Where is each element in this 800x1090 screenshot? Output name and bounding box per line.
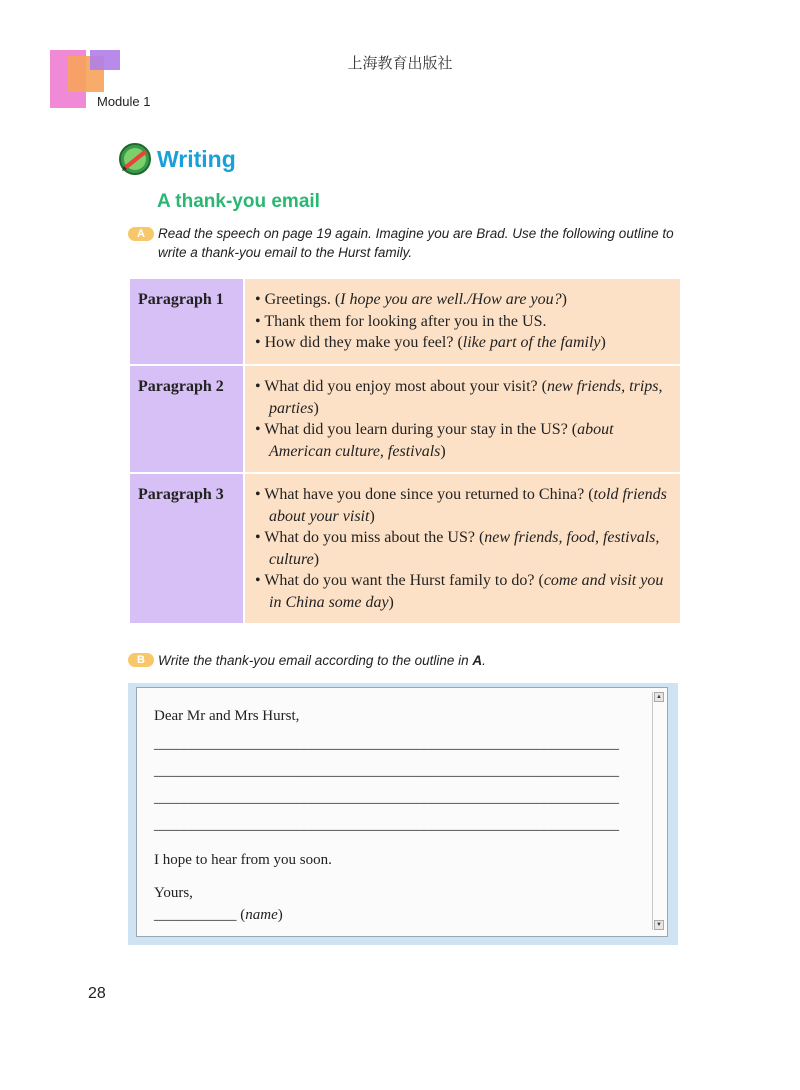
- paragraph-label: Paragraph 2: [130, 365, 244, 473]
- email-greeting: Dear Mr and Mrs Hurst,: [154, 708, 300, 724]
- section-title: Writing: [157, 146, 236, 172]
- email-blank-line[interactable]: ______________________________________________________________: [154, 763, 619, 779]
- bullet-item: • What have you done since you returned to China? (told friends about your visit): [255, 486, 667, 525]
- email-name-line[interactable]: ___________ (name): [154, 907, 283, 923]
- bullet-item: • How did they make you feel? (like part of the family): [255, 334, 606, 351]
- email-scrollbar[interactable]: [652, 692, 663, 930]
- email-blank-line[interactable]: ______________________________________________________________: [154, 736, 619, 752]
- page-number: 28: [88, 985, 106, 1002]
- bullet-item: • What do you want the Hurst family to do? (come and visit you in China some day): [255, 572, 664, 611]
- bullet-item: • What do you miss about the US? (new friends, food, festivals, culture): [255, 529, 660, 568]
- pencil-globe-icon: [118, 142, 152, 176]
- task-b-badge: B: [128, 653, 154, 667]
- bullet-item: • What did you learn during your stay in the US? (about American culture, festivals): [255, 421, 614, 460]
- email-closing: I hope to hear from you soon.: [154, 852, 332, 868]
- module-label: Module 1: [97, 94, 151, 109]
- task-b-instruction: Write the thank-you email according to the outline in A.: [158, 653, 486, 668]
- section-subtitle: A thank-you email: [157, 191, 320, 212]
- scroll-down-icon[interactable]: ▼: [654, 920, 664, 930]
- scroll-up-icon[interactable]: ▲: [654, 692, 664, 702]
- email-textarea[interactable]: [136, 687, 668, 937]
- publisher-name: 上海教育出版社: [347, 54, 453, 72]
- outline-row-1: [130, 279, 680, 365]
- task-a-instruction: Read the speech on page 19 again. Imagine you are Brad. Use the following outline to write a thank-you email to the Hurst family.: [158, 226, 674, 260]
- email-blank-line[interactable]: ______________________________________________________________: [154, 790, 619, 806]
- email-panel: [128, 683, 678, 945]
- outline-row-2: [130, 365, 680, 473]
- bullet-item: • Thank them for looking after you in the US.: [255, 312, 547, 330]
- email-signoff: Yours,: [154, 885, 193, 901]
- bullet-item: • What did you enjoy most about your visit? (new friends, trips, parties): [255, 378, 663, 417]
- task-a-badge: A: [128, 227, 154, 241]
- outline-table: [130, 279, 680, 625]
- bullet-item: • Greetings. (I hope you are well./How are you?): [255, 291, 567, 308]
- paragraph-label: Paragraph 3: [130, 473, 244, 624]
- paragraph-label: Paragraph 1: [130, 279, 244, 365]
- email-blank-line[interactable]: ______________________________________________________________: [154, 817, 619, 833]
- outline-row-3: [130, 473, 680, 624]
